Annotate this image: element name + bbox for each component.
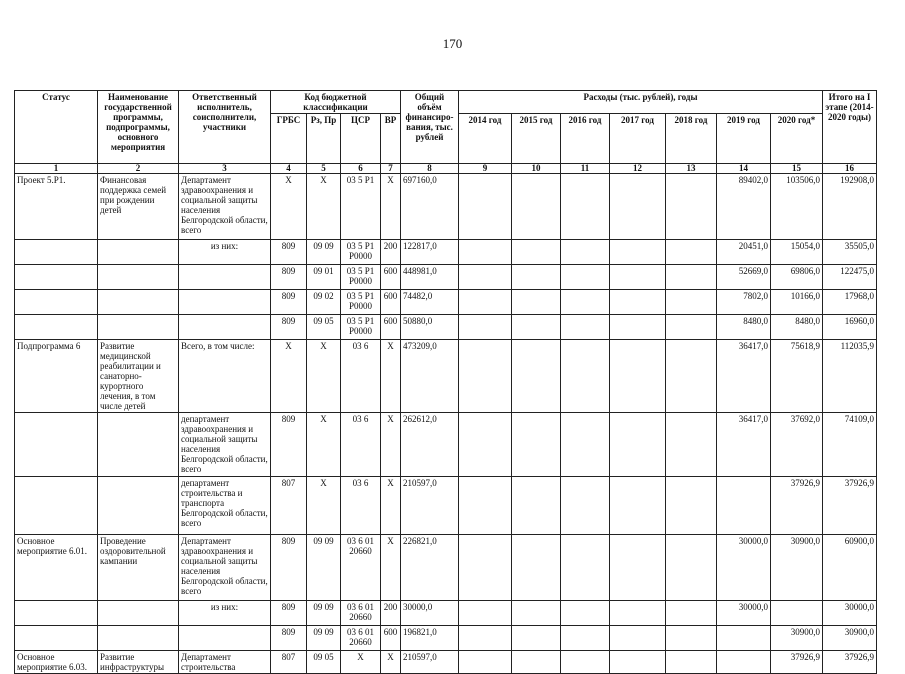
responsible-cell: из них: [179,240,271,265]
status-cell: Подпрограмма 6 [15,340,98,413]
year-2017-cell [610,315,666,340]
year-2016-cell [561,290,610,315]
year-2019-cell: 30000,0 [717,601,771,626]
table-row [15,240,877,265]
table-row [15,290,877,315]
header-responsible: Ответственный исполнитель, соисполнители, участники [179,91,271,164]
year-2019-cell: 7802,0 [717,290,771,315]
itogo-cell: 16960,0 [823,315,877,340]
year-2018-cell [666,174,717,240]
grbs-cell: Х [271,174,307,240]
rzpr-cell: 09 09 [307,626,341,651]
responsible-cell: из них: [179,601,271,626]
header-vr: ВР [381,114,401,164]
year-2016-cell [561,535,610,601]
year-2015-cell [512,601,561,626]
vr-cell: 200 [381,240,401,265]
name-cell [98,240,179,265]
status-cell: Основное мероприятие 6.03. [15,651,98,674]
itogo-cell: 60900,0 [823,535,877,601]
year-2016-cell [561,340,610,413]
year-2017-cell [610,477,666,535]
year-2019-cell: 36417,0 [717,413,771,477]
total-cell: 74482,0 [401,290,459,315]
csr-cell: 03 6 01 20660 [341,535,381,601]
itogo-cell: 112035,9 [823,340,877,413]
col-number: 5 [307,164,341,174]
csr-cell: 03 5 Р1 [341,174,381,240]
table-row [15,413,877,477]
total-cell: 196821,0 [401,626,459,651]
status-cell: Основное мероприятие 6.01. [15,535,98,601]
csr-cell: Х [341,651,381,674]
year-2017-cell [610,413,666,477]
rzpr-cell: 09 09 [307,240,341,265]
year-2018-cell [666,315,717,340]
year-2019-cell [717,477,771,535]
year-2015-cell [512,265,561,290]
total-cell: 50880,0 [401,315,459,340]
table-row [15,315,877,340]
year-2015-cell [512,477,561,535]
year-2018-cell [666,601,717,626]
year-2020-cell [771,601,823,626]
itogo-cell: 17968,0 [823,290,877,315]
year-2015-cell [512,651,561,674]
vr-cell: Х [381,651,401,674]
year-2018-cell [666,626,717,651]
total-cell: 210597,0 [401,477,459,535]
year-2014-cell [459,477,512,535]
rzpr-cell: 09 02 [307,290,341,315]
itogo-cell: 30900,0 [823,626,877,651]
table-row [15,174,877,240]
itogo-cell: 122475,0 [823,265,877,290]
total-cell: 210597,0 [401,651,459,674]
grbs-cell: 809 [271,240,307,265]
year-2014-cell [459,340,512,413]
year-2014-cell [459,626,512,651]
year-2017-cell [610,240,666,265]
year-2018-cell [666,477,717,535]
year-2018-cell [666,265,717,290]
year-2017-cell [610,626,666,651]
year-2016-cell [561,601,610,626]
grbs-cell: 809 [271,413,307,477]
year-2019-cell: 36417,0 [717,340,771,413]
responsible-cell: Всего, в том числе: [179,340,271,413]
table-row [15,535,877,601]
year-2017-cell [610,340,666,413]
year-2020-cell: 15054,0 [771,240,823,265]
header-2018: 2018 год [666,114,717,164]
header-status: Статус [15,91,98,164]
vr-cell: 600 [381,290,401,315]
rzpr-cell: 09 05 [307,651,341,674]
itogo-cell: 192908,0 [823,174,877,240]
col-number: 9 [459,164,512,174]
name-cell [98,315,179,340]
year-2018-cell [666,535,717,601]
grbs-cell: 809 [271,601,307,626]
year-2014-cell [459,315,512,340]
year-2017-cell [610,535,666,601]
total-cell: 30000,0 [401,601,459,626]
year-2019-cell: 52669,0 [717,265,771,290]
grbs-cell: 809 [271,290,307,315]
vr-cell: 600 [381,315,401,340]
name-cell: Развитие инфраструктуры [98,651,179,674]
year-2020-cell: 103506,0 [771,174,823,240]
vr-cell: Х [381,340,401,413]
name-cell [98,290,179,315]
status-cell [15,265,98,290]
year-2020-cell: 30900,0 [771,626,823,651]
year-2014-cell [459,535,512,601]
responsible-cell [179,265,271,290]
status-cell [15,413,98,477]
csr-cell: 03 6 01 20660 [341,626,381,651]
col-number: 7 [381,164,401,174]
year-2016-cell [561,626,610,651]
year-2016-cell [561,240,610,265]
header-2014: 2014 год [459,114,512,164]
table-row [15,265,877,290]
budget-table [14,90,877,674]
status-cell [15,626,98,651]
column-number-row [15,164,877,174]
total-cell: 226821,0 [401,535,459,601]
year-2014-cell [459,265,512,290]
status-cell [15,290,98,315]
header-budget-code: Код бюджетной классификации [271,91,401,114]
total-cell: 262612,0 [401,413,459,477]
year-2018-cell [666,340,717,413]
csr-cell: 03 6 [341,340,381,413]
itogo-cell: 30000,0 [823,601,877,626]
header-itogo: Итого на I этапе (2014-2020 годы) [823,91,877,164]
year-2019-cell: 89402,0 [717,174,771,240]
vr-cell: 600 [381,265,401,290]
year-2019-cell: 30000,0 [717,535,771,601]
header-2020: 2020 год* [771,114,823,164]
year-2019-cell: 20451,0 [717,240,771,265]
year-2019-cell [717,651,771,674]
year-2014-cell [459,290,512,315]
year-2015-cell [512,626,561,651]
csr-cell: 03 5 Р1 Р0000 [341,265,381,290]
year-2014-cell [459,174,512,240]
year-2015-cell [512,174,561,240]
name-cell [98,626,179,651]
grbs-cell: 807 [271,651,307,674]
rzpr-cell: 09 09 [307,601,341,626]
year-2017-cell [610,265,666,290]
responsible-cell: Департамент строительства [179,651,271,674]
itogo-cell: 35505,0 [823,240,877,265]
year-2014-cell [459,601,512,626]
year-2015-cell [512,240,561,265]
vr-cell: Х [381,413,401,477]
col-number: 11 [561,164,610,174]
table-row [15,626,877,651]
col-number: 16 [823,164,877,174]
name-cell: Развитие медицинской реабилитации и санаторно-курортного лечения, в том числе детей [98,340,179,413]
year-2018-cell [666,240,717,265]
header-expenses: Расходы (тыс. рублей), годы [459,91,823,114]
name-cell [98,413,179,477]
year-2018-cell [666,413,717,477]
year-2016-cell [561,174,610,240]
col-number: 6 [341,164,381,174]
year-2016-cell [561,651,610,674]
responsible-cell [179,290,271,315]
year-2015-cell [512,340,561,413]
status-cell [15,240,98,265]
status-cell [15,315,98,340]
year-2016-cell [561,265,610,290]
grbs-cell: 807 [271,477,307,535]
rzpr-cell: 09 05 [307,315,341,340]
year-2020-cell: 10166,0 [771,290,823,315]
table-row [15,651,877,674]
year-2015-cell [512,315,561,340]
total-cell: 122817,0 [401,240,459,265]
year-2016-cell [561,477,610,535]
name-cell [98,601,179,626]
year-2015-cell [512,413,561,477]
year-2017-cell [610,601,666,626]
grbs-cell: 809 [271,315,307,340]
vr-cell: Х [381,535,401,601]
col-number: 1 [15,164,98,174]
year-2018-cell [666,651,717,674]
grbs-cell: 809 [271,626,307,651]
year-2019-cell: 8480,0 [717,315,771,340]
year-2019-cell [717,626,771,651]
responsible-cell: Департамент здравоохранения и социальной защиты населения Белгородской области, всего [179,535,271,601]
header-2016: 2016 год [561,114,610,164]
vr-cell: 200 [381,601,401,626]
rzpr-cell: Х [307,340,341,413]
year-2017-cell [610,174,666,240]
responsible-cell: департамент здравоохранения и социальной защиты населения Белгородской области, всего [179,413,271,477]
csr-cell: 03 6 [341,477,381,535]
header-rzpr: Рз, Пр [307,114,341,164]
year-2014-cell [459,651,512,674]
itogo-cell: 37926,9 [823,477,877,535]
year-2020-cell: 37926,9 [771,651,823,674]
total-cell: 697160,0 [401,174,459,240]
header-grbs: ГРБС [271,114,307,164]
csr-cell: 03 6 [341,413,381,477]
year-2015-cell [512,535,561,601]
header-2019: 2019 год [717,114,771,164]
itogo-cell: 37926,9 [823,651,877,674]
header-name: Наименование государственной программы, подпрограммы, основного мероприятия [98,91,179,164]
header-2017: 2017 год [610,114,666,164]
col-number: 3 [179,164,271,174]
header-csr: ЦСР [341,114,381,164]
itogo-cell: 74109,0 [823,413,877,477]
col-number: 2 [98,164,179,174]
rzpr-cell: Х [307,413,341,477]
year-2020-cell: 37926,9 [771,477,823,535]
year-2020-cell: 75618,9 [771,340,823,413]
status-cell: Проект 5.Р1. [15,174,98,240]
year-2014-cell [459,240,512,265]
year-2020-cell: 37692,0 [771,413,823,477]
total-cell: 473209,0 [401,340,459,413]
responsible-cell: департамент строительства и транспорта Белгородской области, всего [179,477,271,535]
grbs-cell: Х [271,340,307,413]
col-number: 4 [271,164,307,174]
vr-cell: Х [381,174,401,240]
page-number: 170 [442,36,463,51]
rzpr-cell: Х [307,477,341,535]
year-2017-cell [610,651,666,674]
year-2014-cell [459,413,512,477]
vr-cell: Х [381,477,401,535]
responsible-cell: Департамент здравоохранения и социальной защиты населения Белгородской области, всего [179,174,271,240]
col-number: 14 [717,164,771,174]
csr-cell: 03 5 Р1 Р0000 [341,315,381,340]
header-2015: 2015 год [512,114,561,164]
table-row [15,477,877,535]
header-total-volume: Общий объём финансиро-вания, тыс. рублей [401,91,459,164]
table-row [15,601,877,626]
name-cell [98,477,179,535]
rzpr-cell: 09 01 [307,265,341,290]
col-number: 12 [610,164,666,174]
table-row [15,340,877,413]
name-cell: Проведение оздоровительной кампании [98,535,179,601]
name-cell: Финансовая поддержка семей при рождении детей [98,174,179,240]
name-cell [98,265,179,290]
rzpr-cell: 09 09 [307,535,341,601]
responsible-cell [179,315,271,340]
total-cell: 448981,0 [401,265,459,290]
col-number: 8 [401,164,459,174]
col-number: 15 [771,164,823,174]
status-cell [15,477,98,535]
grbs-cell: 809 [271,535,307,601]
grbs-cell: 809 [271,265,307,290]
year-2016-cell [561,413,610,477]
status-cell [15,601,98,626]
year-2020-cell: 30900,0 [771,535,823,601]
csr-cell: 03 5 Р1 Р0000 [341,290,381,315]
year-2020-cell: 8480,0 [771,315,823,340]
csr-cell: 03 6 01 20660 [341,601,381,626]
year-2020-cell: 69806,0 [771,265,823,290]
responsible-cell [179,626,271,651]
year-2015-cell [512,290,561,315]
col-number: 13 [666,164,717,174]
csr-cell: 03 5 Р1 Р0000 [341,240,381,265]
year-2018-cell [666,290,717,315]
col-number: 10 [512,164,561,174]
vr-cell: 600 [381,626,401,651]
year-2017-cell [610,290,666,315]
rzpr-cell: Х [307,174,341,240]
year-2016-cell [561,315,610,340]
